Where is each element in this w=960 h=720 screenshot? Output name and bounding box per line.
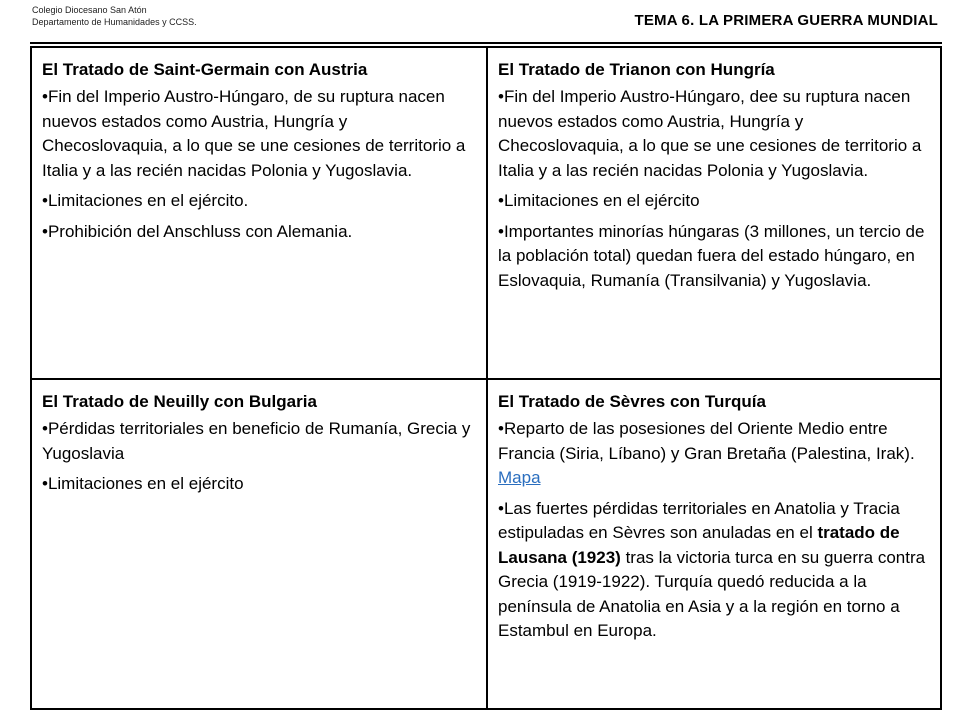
lausana-treaty-bold: tratado de Lausana (1923) [498, 523, 900, 567]
cell-sevres [488, 380, 940, 708]
bullet [498, 417, 930, 491]
map-link[interactable]: Mapa [498, 468, 541, 487]
bullet-text: •Las fuertes pérdidas territoriales en Anatolia y Tracia estipuladas en Sèvres son anuladas en el [498, 498, 900, 542]
bullet: •Limitaciones en el ejército [498, 191, 700, 210]
department-name: Departamento de Humanidades y CCSS. [32, 17, 197, 27]
bullet: •Fin del Imperio Austro-Húngaro, de su ruptura nacen nuevos estados como Austria, Hungría y Checoslovaquia, a lo que se une cesiones de territorio a Italia y a las recién nacidas Polonia y Yugoslavia. [42, 87, 466, 180]
topic-title: TEMA 6. LA PRIMERA GUERRA MUNDIAL [634, 12, 938, 29]
bullet: •Limitaciones en el ejército [42, 474, 244, 493]
header-rule [30, 42, 942, 44]
bullet: •Pérdidas territoriales en beneficio de Rumanía, Grecia y Yugoslavia [42, 419, 471, 463]
bullet: •Importantes minorías húngaras (3 millones, un tercio de la población total) quedan fuera del estado húngaro, en Eslovaquia, Rumanía (Transilvania) y Yugoslavia. [498, 221, 925, 290]
cell-title: El Tratado de Trianon con Hungría [498, 60, 775, 79]
bullet-text: •Reparto de las posesiones del Oriente Medio entre Francia (Siria, Líbano) y Gran Bretaña (Palestina, Irak). [498, 419, 915, 463]
bullet [498, 497, 930, 644]
bullet: •Prohibición del Anschluss con Alemania. [42, 221, 353, 241]
treaties-table [30, 46, 942, 710]
school-header [32, 4, 197, 28]
cell-saint-germain [32, 48, 488, 380]
cell-trianon [488, 48, 940, 380]
cell-neuilly [32, 380, 488, 708]
bullet: •Limitaciones en el ejército. [42, 191, 249, 210]
bullet: •Fin del Imperio Austro-Húngaro, dee su ruptura nacen nuevos estados como Austria, Hungría y Checoslovaquia, a lo que se une cesiones de territorio a Italia y a las recién nacidas Polonia y Yugoslavia. [498, 87, 922, 180]
cell-title: El Tratado de Sèvres con Turquía [498, 392, 766, 411]
cell-title: El Tratado de Neuilly con Bulgaria [42, 392, 317, 411]
bullet-text: tras la victoria turca en su guerra contra Grecia (1919-1922). Turquía quedó reducida a la península de Anatolia en Asia y a la región en torno a Estambul en Europa. [498, 547, 926, 640]
school-name: Colegio Diocesano San Atón [32, 5, 147, 15]
cell-title: El Tratado de Saint-Germain con Austria [42, 60, 368, 79]
